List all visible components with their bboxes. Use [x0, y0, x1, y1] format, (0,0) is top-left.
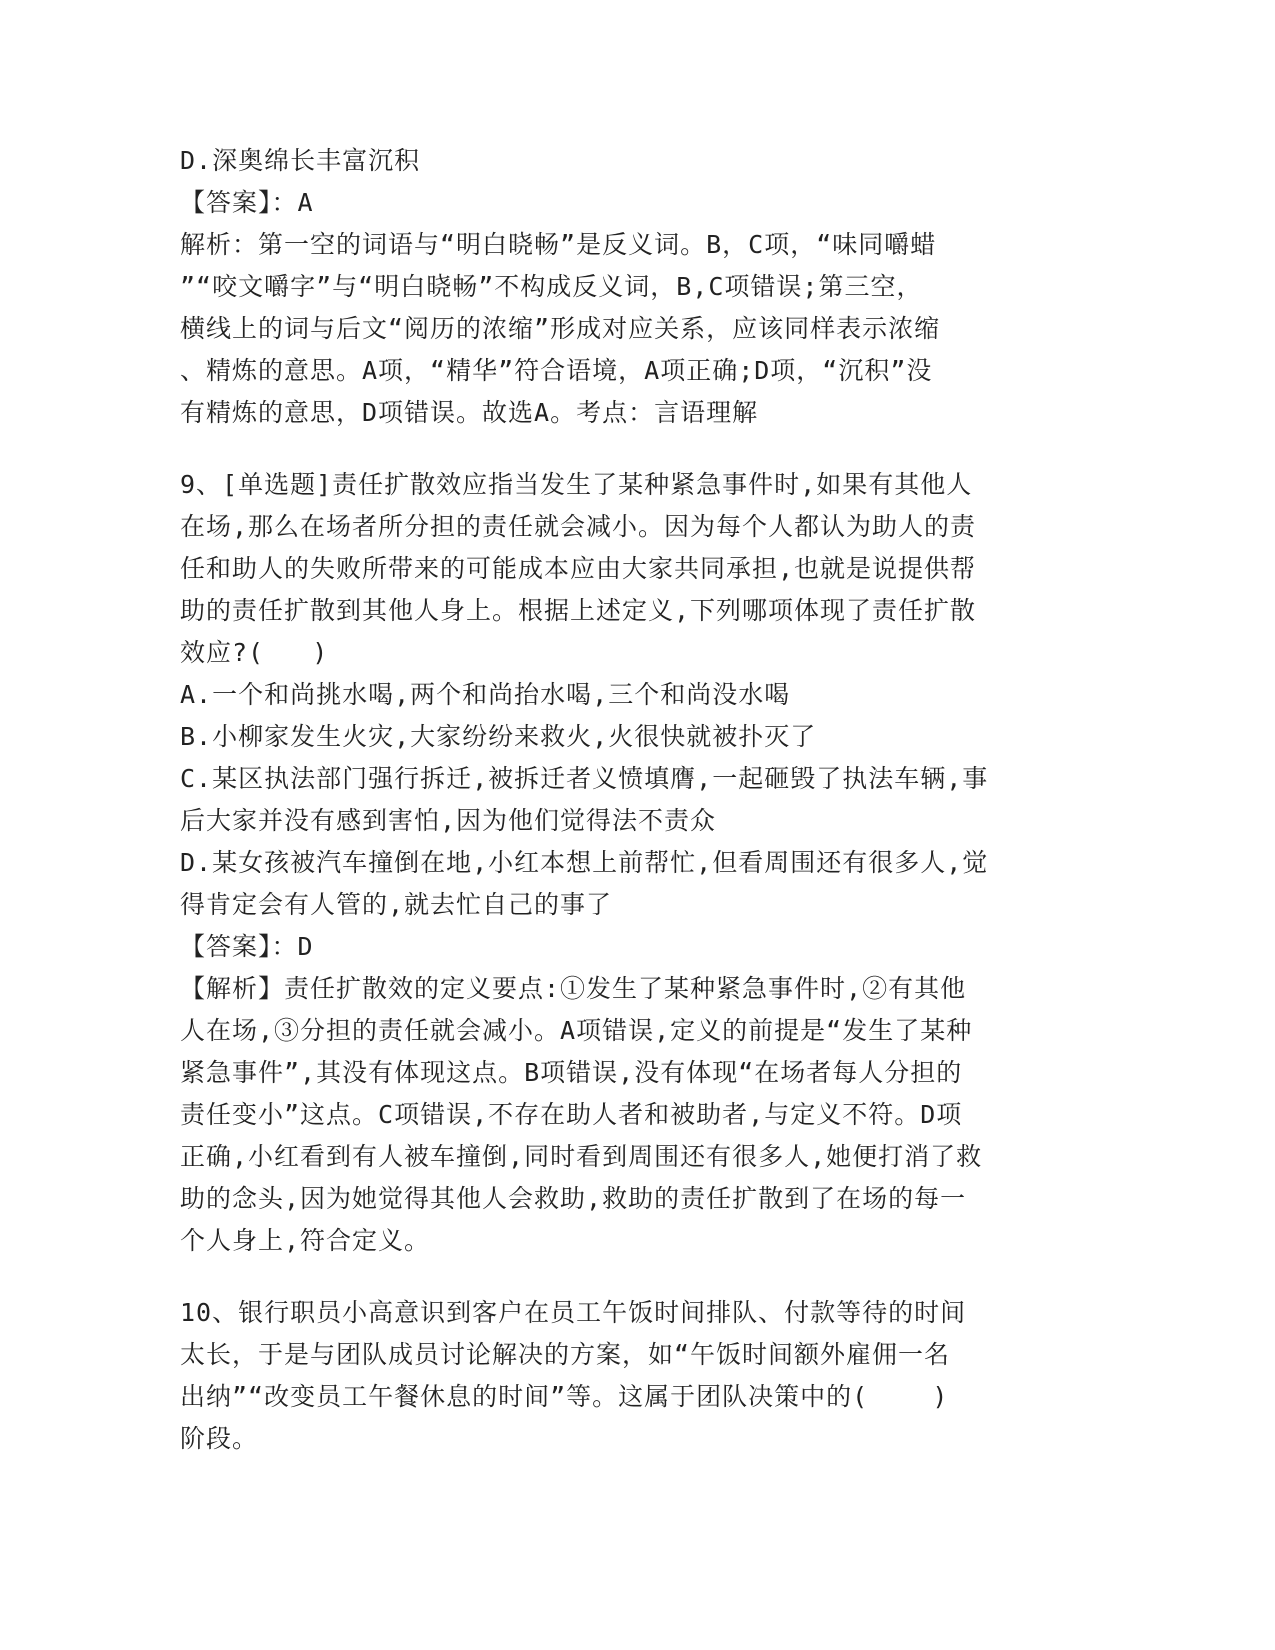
q10-stem-line: 阶段。: [180, 1424, 259, 1453]
q9-analysis-line: 紧急事件”,其没有体现这点。B项错误,没有体现“在场者每人分担的: [180, 1058, 963, 1087]
q9-analysis-line: 助的念头,因为她觉得其他人会救助,救助的责任扩散到了在场的每一: [180, 1184, 967, 1213]
q9-option-d-line: 得肯定会有人管的,就去忙自己的事了: [180, 890, 613, 919]
q8-analysis-line: 有精炼的意思，D项错误。故选A。考点：言语理解: [180, 398, 759, 427]
q9-option-c-line: 后大家并没有感到害怕,因为他们觉得法不责众: [180, 806, 717, 835]
q9-analysis-line: 人在场,③分担的责任就会减小。A项错误,定义的前提是“发生了某种: [180, 1016, 973, 1045]
q9-stem-line: 9、[单选题]责任扩散效应指当发生了某种紧急事件时,如果有其他人: [180, 470, 973, 499]
q8-option-d: D.深奥绵长丰富沉积: [180, 146, 421, 175]
q8-analysis-line: ”“咬文嚼字”与“明白晓畅”不构成反义词，B,C项错误;第三空，: [180, 272, 923, 301]
question-spacer: [180, 434, 1050, 464]
question-spacer: [180, 1262, 1050, 1292]
q9-stem-line: 助的责任扩散到其他人身上。根据上述定义,下列哪项体现了责任扩散: [180, 596, 977, 625]
q9-option-d-line: D.某女孩被汽车撞倒在地,小红本想上前帮忙,但看周围还有很多人,觉: [180, 848, 989, 877]
q8-analysis-line: 横线上的词与后文“阅历的浓缩”形成对应关系，应该同样表示浓缩: [180, 314, 941, 343]
q9-stem-line: 在场,那么在场者所分担的责任就会减小。因为每个人都认为助人的责: [180, 512, 977, 541]
q9-option-c-line: C.某区执法部门强行拆迁,被拆迁者义愤填膺,一起砸毁了执法车辆,事: [180, 764, 989, 793]
q8-analysis-line: 解析：第一空的词语与“明白晓畅”是反义词。B，C项，“味同嚼蜡: [180, 230, 937, 259]
q9-analysis-line: 正确,小红看到有人被车撞倒,同时看到周围还有很多人,她便打消了救: [180, 1142, 983, 1171]
q9-analysis-line: 个人身上,符合定义。: [180, 1226, 431, 1255]
q9-option-a: A.一个和尚挑水喝,两个和尚抬水喝,三个和尚没水喝: [180, 680, 791, 709]
q9-stem-line: 效应?( ): [180, 638, 329, 667]
q10-stem-line: 太长，于是与团队成员讨论解决的方案，如“午饭时间额外雇佣一名: [180, 1340, 951, 1369]
q9-analysis-line: 责任变小”这点。C项错误,不存在助人者和被助者,与定义不符。D项: [180, 1100, 963, 1129]
document-page: [180, 140, 1050, 1460]
q9-stem-line: 任和助人的失败所带来的可能成本应由大家共同承担,也就是说提供帮: [180, 554, 977, 583]
q9-answer: 【答案】：D: [180, 932, 314, 961]
q10-stem-line: 出纳”“改变员工午餐休息的时间”等。这属于团队决策中的( ): [180, 1382, 949, 1411]
q8-analysis-line: 、精炼的意思。A项，“精华”符合语境，A项正确;D项，“沉积”没: [180, 356, 933, 385]
q10-stem-line: 10、银行职员小高意识到客户在员工午饭时间排队、付款等待的时间: [180, 1298, 967, 1327]
q9-option-b: B.小柳家发生火灾,大家纷纷来救火,火很快就被扑灭了: [180, 722, 817, 751]
q8-answer: 【答案】：A: [180, 188, 314, 217]
q9-analysis-line: 【解析】责任扩散效的定义要点:①发生了某种紧急事件时,②有其他: [180, 974, 967, 1003]
